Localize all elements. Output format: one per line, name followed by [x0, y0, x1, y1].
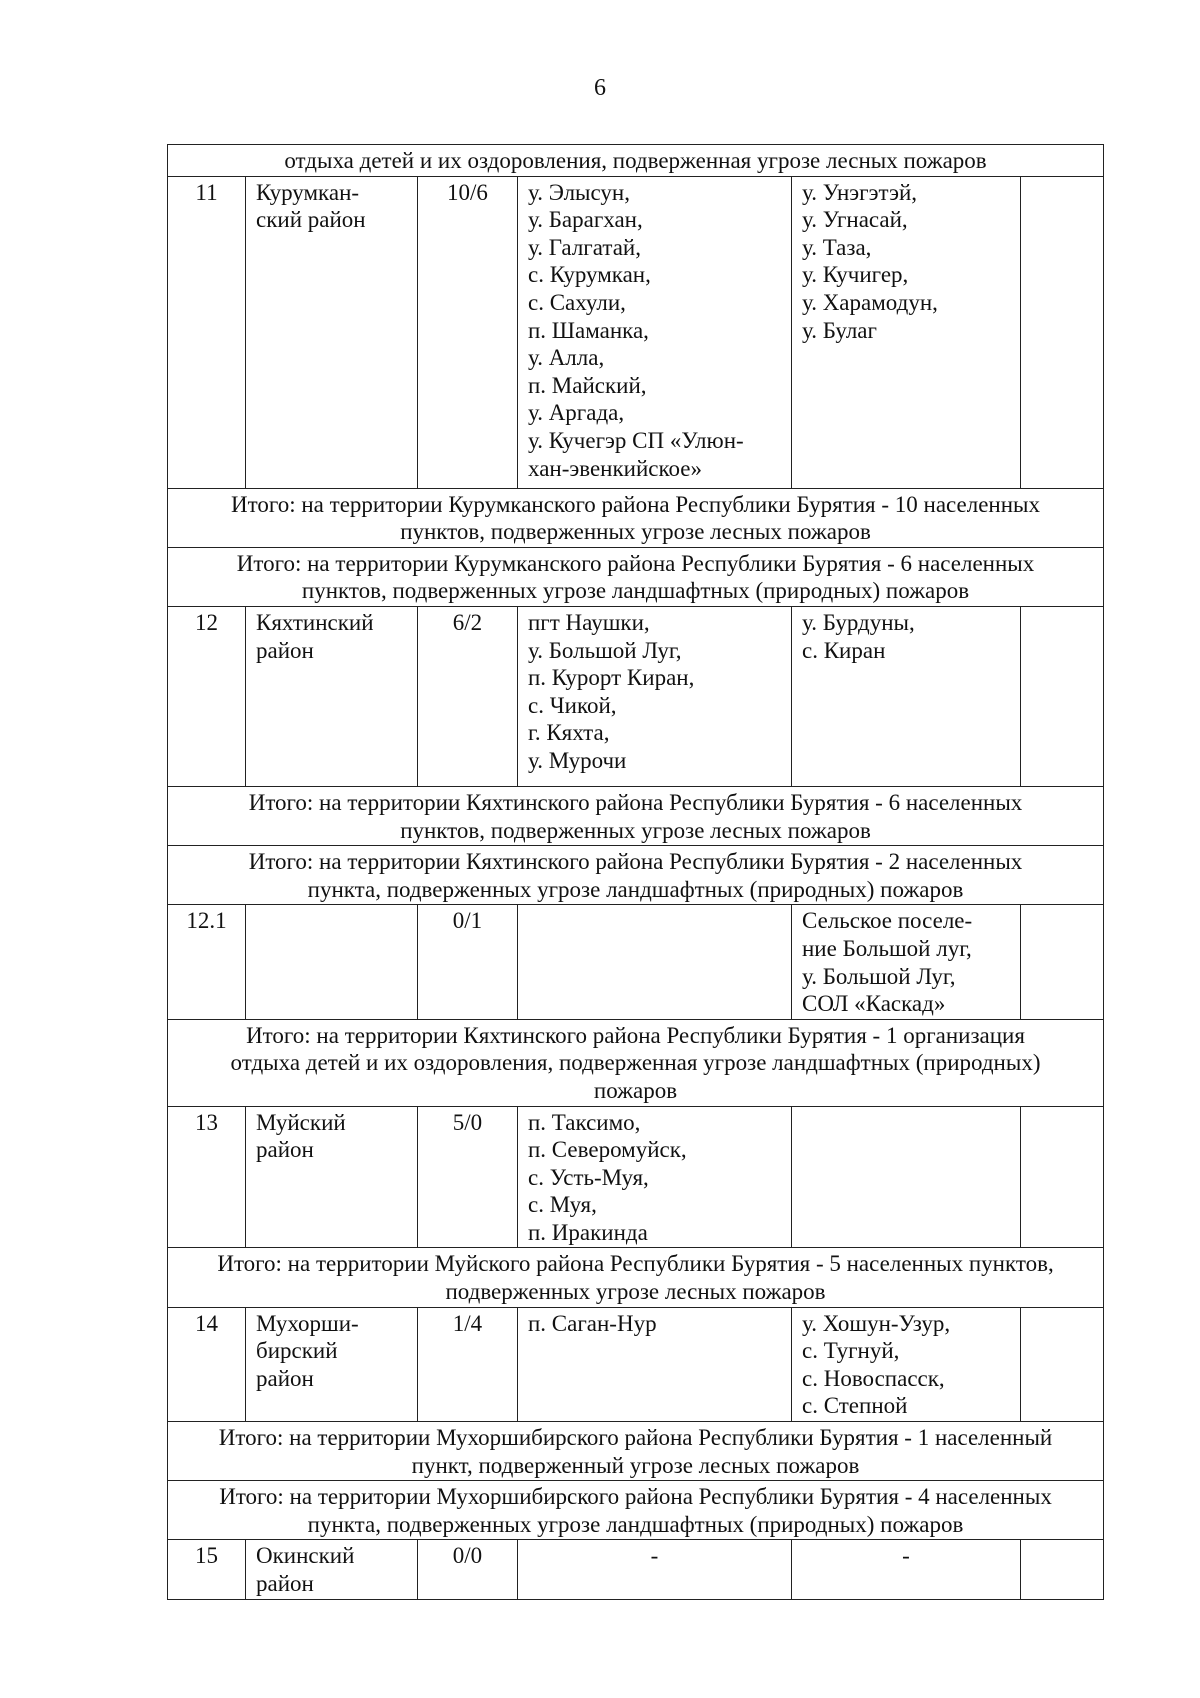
empty-cell [1021, 1307, 1104, 1421]
total-mukhorshibir-landscape: Итого: на территории Мухоршибирского района Республики Бурятия - 4 населенных пункта, подверженных угрозе ландшафтных (природных) пожаров [168, 1481, 1104, 1540]
row-number: 12.1 [168, 905, 246, 1019]
district-cell: Мухорши- бирский район [246, 1307, 418, 1421]
total-kurumkan-forest: Итого: на территории Курумканского района Республики Бурятия - 10 населенных пунктов, подверженных угрозе лесных пожаров [168, 488, 1104, 547]
district-cell: Кяхтинский район [246, 606, 418, 786]
table-row [168, 1307, 1104, 1421]
count-cell: 6/2 [418, 606, 518, 786]
forest-settlements-cell: у. Элысун, у. Барагхан, у. Галгатай, с. Курумкан, с. Сахули, п. Шаманка, у. Алла, п. Майский, у. Аргада, у. Кучегэр СП «Улюн- хан-эвенкийское» [518, 176, 792, 488]
total-kyakhta-landscape: Итого: на территории Кяхтинского района Республики Бурятия - 2 населенных пункта, подверженных угрозе ландшафтных (природных) пожаров [168, 846, 1104, 905]
district-cell: Курумкан- ский район [246, 176, 418, 488]
total-kurumkan-landscape: Итого: на территории Курумканского района Республики Бурятия - 6 населенных пунктов, подверженных угрозе ландшафтных (природных) пожаров [168, 547, 1104, 606]
total-muya-forest: Итого: на территории Муйского района Республики Бурятия - 5 населенных пунктов, подверженных угрозе лесных пожаров [168, 1248, 1104, 1307]
landscape-settlements-cell: - [792, 1540, 1021, 1599]
total-row [168, 488, 1104, 547]
settlements-table [167, 144, 1104, 1600]
landscape-settlements-cell: Сельское поселе- ние Большой луг, у. Большой Луг, СОЛ «Каскад» [792, 905, 1021, 1019]
row-number: 12 [168, 606, 246, 786]
district-cell: Окинский район [246, 1540, 418, 1599]
landscape-settlements-cell: у. Унэгэтэй, у. Угнасай, у. Таза, у. Кучигер, у. Харамодун, у. Булаг [792, 176, 1021, 488]
table-row [168, 1540, 1104, 1599]
continuation-header-row [168, 145, 1104, 177]
page-number: 6 [594, 75, 606, 101]
landscape-settlements-cell: у. Хошун-Узур, с. Тугнуй, с. Новоспасск, с. Степной [792, 1307, 1021, 1421]
count-cell: 0/0 [418, 1540, 518, 1599]
district-cell: Муйский район [246, 1106, 418, 1248]
count-cell: 10/6 [418, 176, 518, 488]
table-row [168, 606, 1104, 786]
empty-cell [1021, 905, 1104, 1019]
landscape-settlements-cell: у. Бурдуны, с. Киран [792, 606, 1021, 786]
empty-cell [1021, 1540, 1104, 1599]
row-number: 15 [168, 1540, 246, 1599]
total-row [168, 1019, 1104, 1106]
total-row [168, 846, 1104, 905]
total-row [168, 1248, 1104, 1307]
forest-settlements-cell: п. Саган-Нур [518, 1307, 792, 1421]
total-mukhorshibir-forest: Итого: на территории Мухоршибирского района Республики Бурятия - 1 населенный пункт, подверженный угрозе лесных пожаров [168, 1422, 1104, 1481]
total-kyakhta-forest: Итого: на территории Кяхтинского района Республики Бурятия - 6 населенных пунктов, подверженных угрозе лесных пожаров [168, 786, 1104, 845]
table-row [168, 1106, 1104, 1248]
count-cell: 1/4 [418, 1307, 518, 1421]
total-row [168, 1422, 1104, 1481]
empty-cell [1021, 1106, 1104, 1248]
forest-settlements-cell: пгт Наушки, у. Большой Луг, п. Курорт Киран, с. Чикой, г. Кяхта, у. Мурочи [518, 606, 792, 786]
forest-settlements-cell: - [518, 1540, 792, 1599]
total-kyakhta-camp: Итого: на территории Кяхтинского района Республики Бурятия - 1 организация отдыха детей и их оздоровления, подверженная угрозе ландшафтных (природных) пожаров [168, 1019, 1104, 1106]
continuation-header: отдыха детей и их оздоровления, подверженная угрозе лесных пожаров [168, 145, 1104, 177]
district-cell [246, 905, 418, 1019]
row-number: 11 [168, 176, 246, 488]
total-row [168, 786, 1104, 845]
total-row [168, 1481, 1104, 1540]
row-number: 14 [168, 1307, 246, 1421]
table-row [168, 905, 1104, 1019]
landscape-settlements-cell [792, 1106, 1021, 1248]
empty-cell [1021, 606, 1104, 786]
forest-settlements-cell [518, 905, 792, 1019]
forest-settlements-cell: п. Таксимо, п. Северомуйск, с. Усть-Муя, с. Муя, п. Иракинда [518, 1106, 792, 1248]
count-cell: 5/0 [418, 1106, 518, 1248]
empty-cell [1021, 176, 1104, 488]
row-number: 13 [168, 1106, 246, 1248]
table-row [168, 176, 1104, 488]
total-row [168, 547, 1104, 606]
count-cell: 0/1 [418, 905, 518, 1019]
